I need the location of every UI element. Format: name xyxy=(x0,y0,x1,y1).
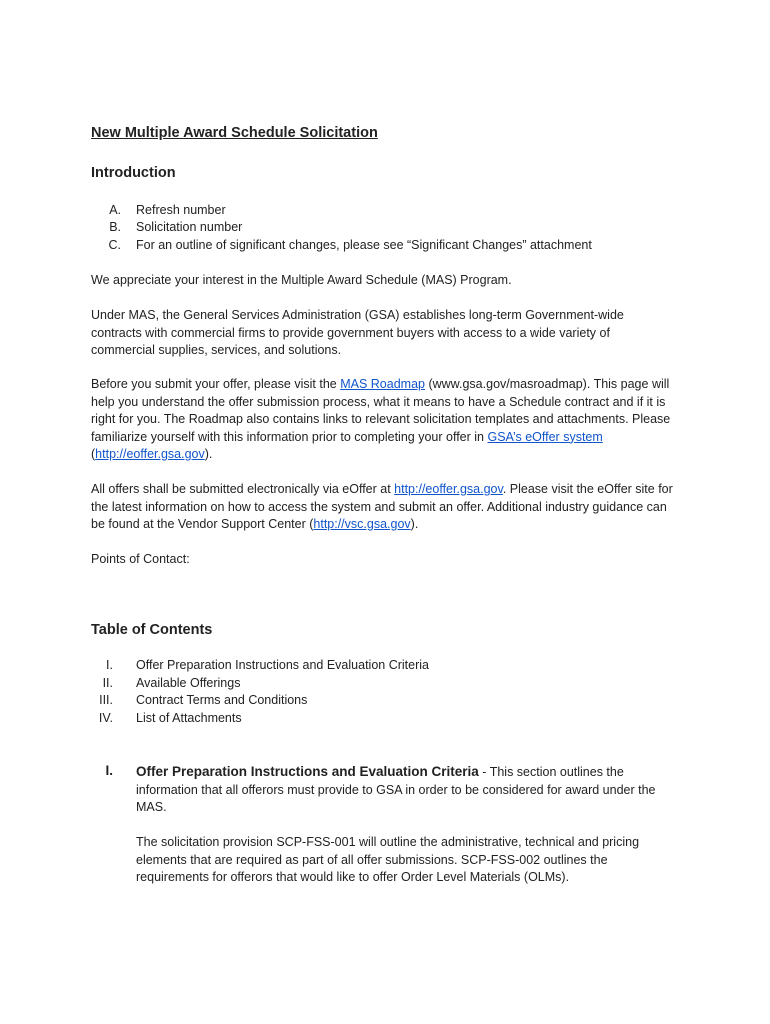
text-span: ( xyxy=(91,447,96,461)
paragraph-line xyxy=(91,429,670,447)
section-offer-preparation xyxy=(136,763,656,817)
document-title: New Multiple Award Schedule Solicitation xyxy=(91,125,378,141)
text-span: Before you submit your offer, please visit the xyxy=(91,377,341,391)
section-marker: I. xyxy=(105,763,113,778)
section-title: Offer Preparation Instructions and Evaluation Criteria xyxy=(136,764,479,779)
paragraph-line: requirements for offerors that would like to offer Order Level Materials (OLMs). xyxy=(136,870,570,884)
toc-heading: Table of Contents xyxy=(91,622,213,638)
paragraph-line: right for you. The Roadmap also contains links to relevant solicitation templates and attachments. Please xyxy=(91,412,671,426)
list-marker: A. xyxy=(109,203,121,217)
toc-marker: IV. xyxy=(98,711,113,725)
list-item-text: Refresh number xyxy=(136,203,226,217)
intro-paragraph: We appreciate your interest in the Multiple Award Schedule (MAS) Program. xyxy=(91,273,512,287)
eoffer-system-link[interactable]: GSA’s eOffer system xyxy=(487,429,603,444)
toc-item-text: Offer Preparation Instructions and Evaluation Criteria xyxy=(136,658,429,672)
vendor-support-link[interactable]: http://vsc.gsa.gov xyxy=(313,517,411,531)
list-item-text: For an outline of significant changes, please see “Significant Changes” attachment xyxy=(136,238,592,252)
toc-marker: I. xyxy=(106,658,113,672)
paragraph-line: The solicitation provision SCP-FSS-001 will outline the administrative, technical and pricing xyxy=(136,835,640,849)
text-span: (www.gsa.gov/masroadmap). This page will xyxy=(424,377,670,391)
introduction-heading: Introduction xyxy=(91,165,176,181)
toc-marker: II. xyxy=(102,676,113,690)
paragraph-line: MAS. xyxy=(136,800,167,814)
text-span: ). xyxy=(204,447,213,461)
paragraph-line: the latest information on how to access the system and submit an offer. Additional industry guidance can xyxy=(91,499,667,514)
paragraph-line: contracts with commercial firms to provide government buyers with access to a wide variety of xyxy=(91,325,610,340)
paragraph-line xyxy=(91,376,670,394)
paragraph-line xyxy=(91,481,673,499)
text-span: . Please visit the eOffer site for xyxy=(502,482,673,496)
toc-item-text: List of Attachments xyxy=(136,711,242,725)
list-item-text: Solicitation number xyxy=(136,220,243,234)
toc-item-text: Contract Terms and Conditions xyxy=(136,693,308,707)
section-offer-preparation-details xyxy=(136,834,639,887)
toc-marker: III. xyxy=(99,693,113,707)
text-span: familiarize yourself with this information prior to completing your offer in xyxy=(91,429,488,444)
list-marker: B. xyxy=(109,220,121,234)
points-of-contact-label: Points of Contact: xyxy=(91,552,190,566)
text-span: ). xyxy=(410,517,419,531)
eoffer-url-link[interactable]: http://eoffer.gsa.gov xyxy=(394,482,503,496)
text-span: - This section outlines the xyxy=(478,765,624,779)
roadmap-paragraph xyxy=(91,376,670,464)
text-span: All offers shall be submitted electronically via eOffer at xyxy=(91,482,395,496)
mas-roadmap-link[interactable]: MAS Roadmap xyxy=(340,377,425,391)
paragraph-line: elements that are required as part of all offer submissions. SCP-FSS-002 outlines the xyxy=(136,852,608,867)
list-marker: C. xyxy=(108,238,121,252)
toc-item-text: Available Offerings xyxy=(136,676,241,690)
paragraph-line: commercial supplies, services, and solutions. xyxy=(91,343,342,357)
text-span: be found at the Vendor Support Center ( xyxy=(91,517,314,531)
paragraph-line: information that all offerors must provide to GSA in order to be considered for award under the xyxy=(136,782,656,797)
submission-paragraph xyxy=(91,481,673,534)
paragraph-line xyxy=(91,516,673,534)
mas-description-paragraph xyxy=(91,307,624,360)
paragraph-line: Under MAS, the General Services Administration (GSA) establishes long-term Government-wide xyxy=(91,308,624,322)
paragraph-line xyxy=(136,763,656,782)
eoffer-url-link[interactable]: http://eoffer.gsa.gov xyxy=(95,447,205,461)
paragraph-line: help you understand the offer submission process, what it means to have a Schedule contract and if it is xyxy=(91,394,666,409)
paragraph-line xyxy=(91,446,670,464)
